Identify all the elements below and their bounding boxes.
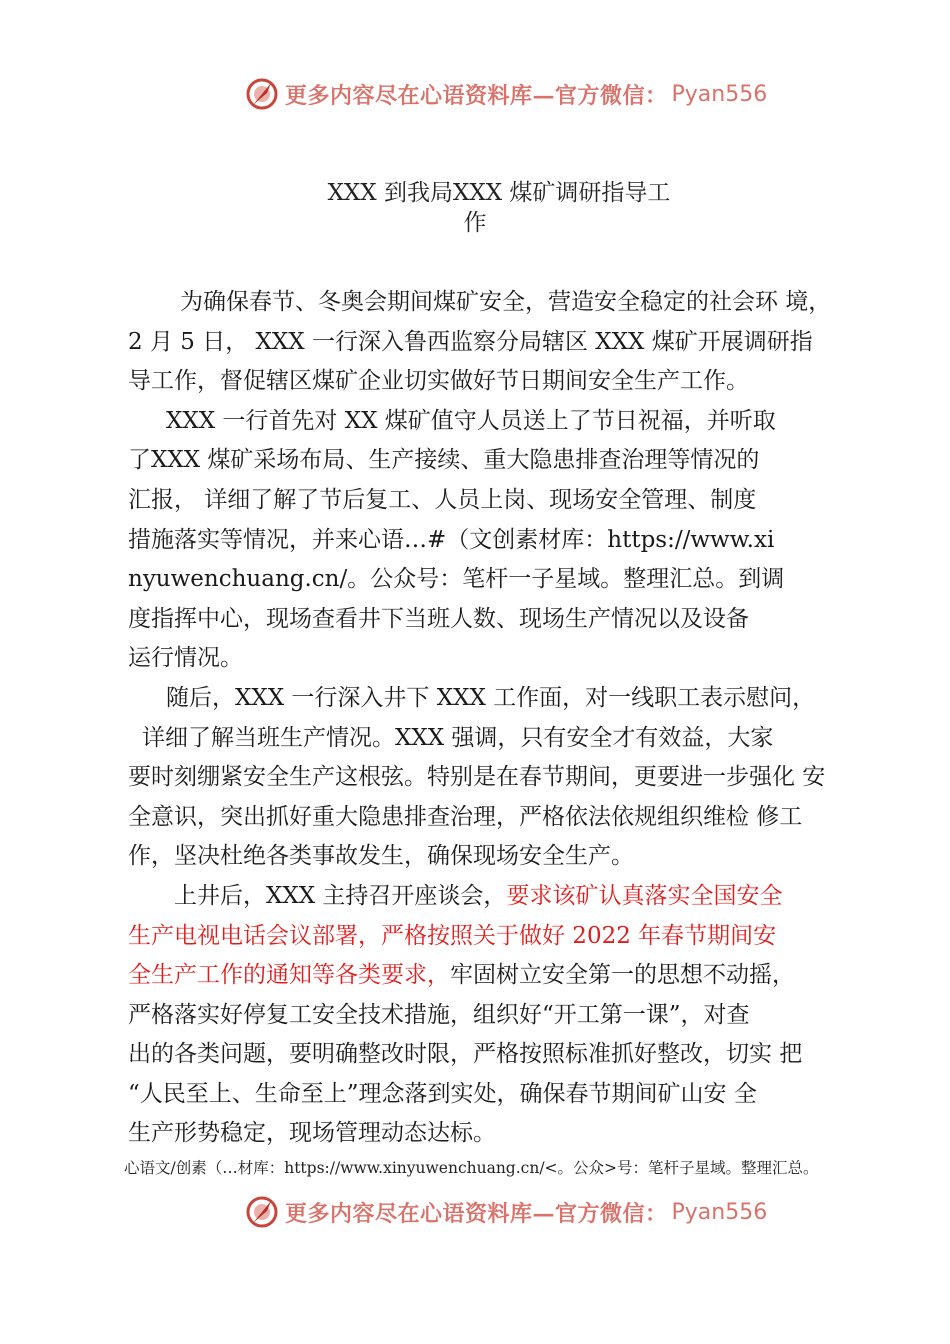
body-text: “人民至上、生命至上”理念落到实处，确保春节期间矿山安 全 [128,1080,757,1107]
body-line [128,362,858,402]
body-text: nyuwenchuang.cn/。公众号：笔杆一子星域。整理汇总。到调 [128,566,785,593]
quill-logo-icon [245,77,279,111]
footer-banner [245,1192,768,1232]
body-line [128,917,858,957]
body-line [128,639,858,679]
body-text: 严格落实好停复工安全技术措施，组织好“开工第一课”，对查 [128,1001,750,1028]
body-line [128,996,858,1036]
body-text: 随后，XXX 一行深入井下 XXX 工作面，对一线职工表示慰问， [166,684,816,711]
body-line [128,1035,858,1075]
body-line [128,956,858,996]
emphasis-text: 全生产工作的通知等各类要求， [128,962,450,989]
quill-logo-icon [245,1195,279,1229]
body-text: 2 月 5 日， XXX 一行深入鲁西监察分局辖区 XXX 煤矿开展调研指 [128,328,813,355]
page-title [0,178,950,238]
body-line [128,719,858,759]
body-text: 要时刻绷紧安全生产这根弦。特别是在春节期间，更要进一步强化 安 [128,764,826,791]
body-line [128,521,858,561]
body-text: 了XXX 煤矿采场布局、生产接续、重大隐患排查治理等情况的 [128,447,760,474]
body-line [128,441,858,481]
body-text: 运行情况。 [128,645,243,672]
emphasis-text: 生产电视电话会议部署，严格按照关于做好 2022 年春节期间安 [128,922,777,949]
header-wechat-id: Pyan556 [671,81,768,107]
body-line [128,402,858,442]
body-line [128,600,858,640]
body-line [128,1075,858,1115]
body-text: XXX 一行首先对 XX 煤矿值守人员送上了节日祝福，并听取 [166,407,776,434]
body-text: 出的各类问题，要明确整改时限，严格按照标准抓好整改，切实 把 [128,1041,803,1068]
body-text: 上井后，XXX 主持召开座谈会， [174,882,507,909]
body-text: 措施落实等情况，并来心语…#（文创素材库：https://www.xi [128,526,775,553]
body-line [128,560,858,600]
header-banner [245,74,768,114]
body-text: 全意识，突出抓好重大隐患排查治理，严格依法依规组织维检 修工 [128,803,803,830]
header-slogan: 更多内容尽在心语资料库—官方微信： [285,82,668,109]
body-text: 生产形势稳定，现场管理动态达标。 [128,1120,496,1147]
footer-slogan: 更多内容尽在心语资料库—官方微信： [285,1200,668,1227]
body-line [128,758,858,798]
body-text: 牢固树立安全第一的思想不动摇， [450,962,795,989]
body-line [128,283,858,323]
title-line-1: XXX 到我局XXX 煤矿调研指导工 [327,180,671,206]
article-body [128,283,858,1154]
footnote: 心语文/创素（…材库：https://www.xinyuwenchuang.cn/<。公众>号：笔杆子星域。整理汇总。 [124,1159,819,1177]
emphasis-text: 要求该矿认真落实全国安全 [506,882,783,909]
body-line [128,323,858,363]
body-text: 为确保春节、冬奥会期间煤矿安全，营造安全稳定的社会环 境， [180,289,832,315]
body-text: 详细了解当班生产情况。XXX 强调，只有安全才有效益，大家 [142,724,774,751]
body-text: 作，坚决杜绝各类事故发生，确保现场安全生产。 [128,843,634,870]
body-text: 导工作，督促辖区煤矿企业切实做好节日期间安全生产工作。 [128,368,749,395]
body-line [128,837,858,877]
title-line-2: 作 [463,210,487,236]
footer-wechat-id: Pyan556 [671,1199,768,1225]
body-line [128,679,858,719]
body-line [128,481,858,521]
body-line [128,1114,858,1154]
body-line [128,877,858,917]
body-line [128,798,858,838]
body-text: 度指挥中心，现场查看井下当班人数、现场生产情况以及设备 [128,605,749,632]
body-text: 汇报， 详细了解了节后复工、人员上岗、现场安全管理、制度 [128,486,757,513]
